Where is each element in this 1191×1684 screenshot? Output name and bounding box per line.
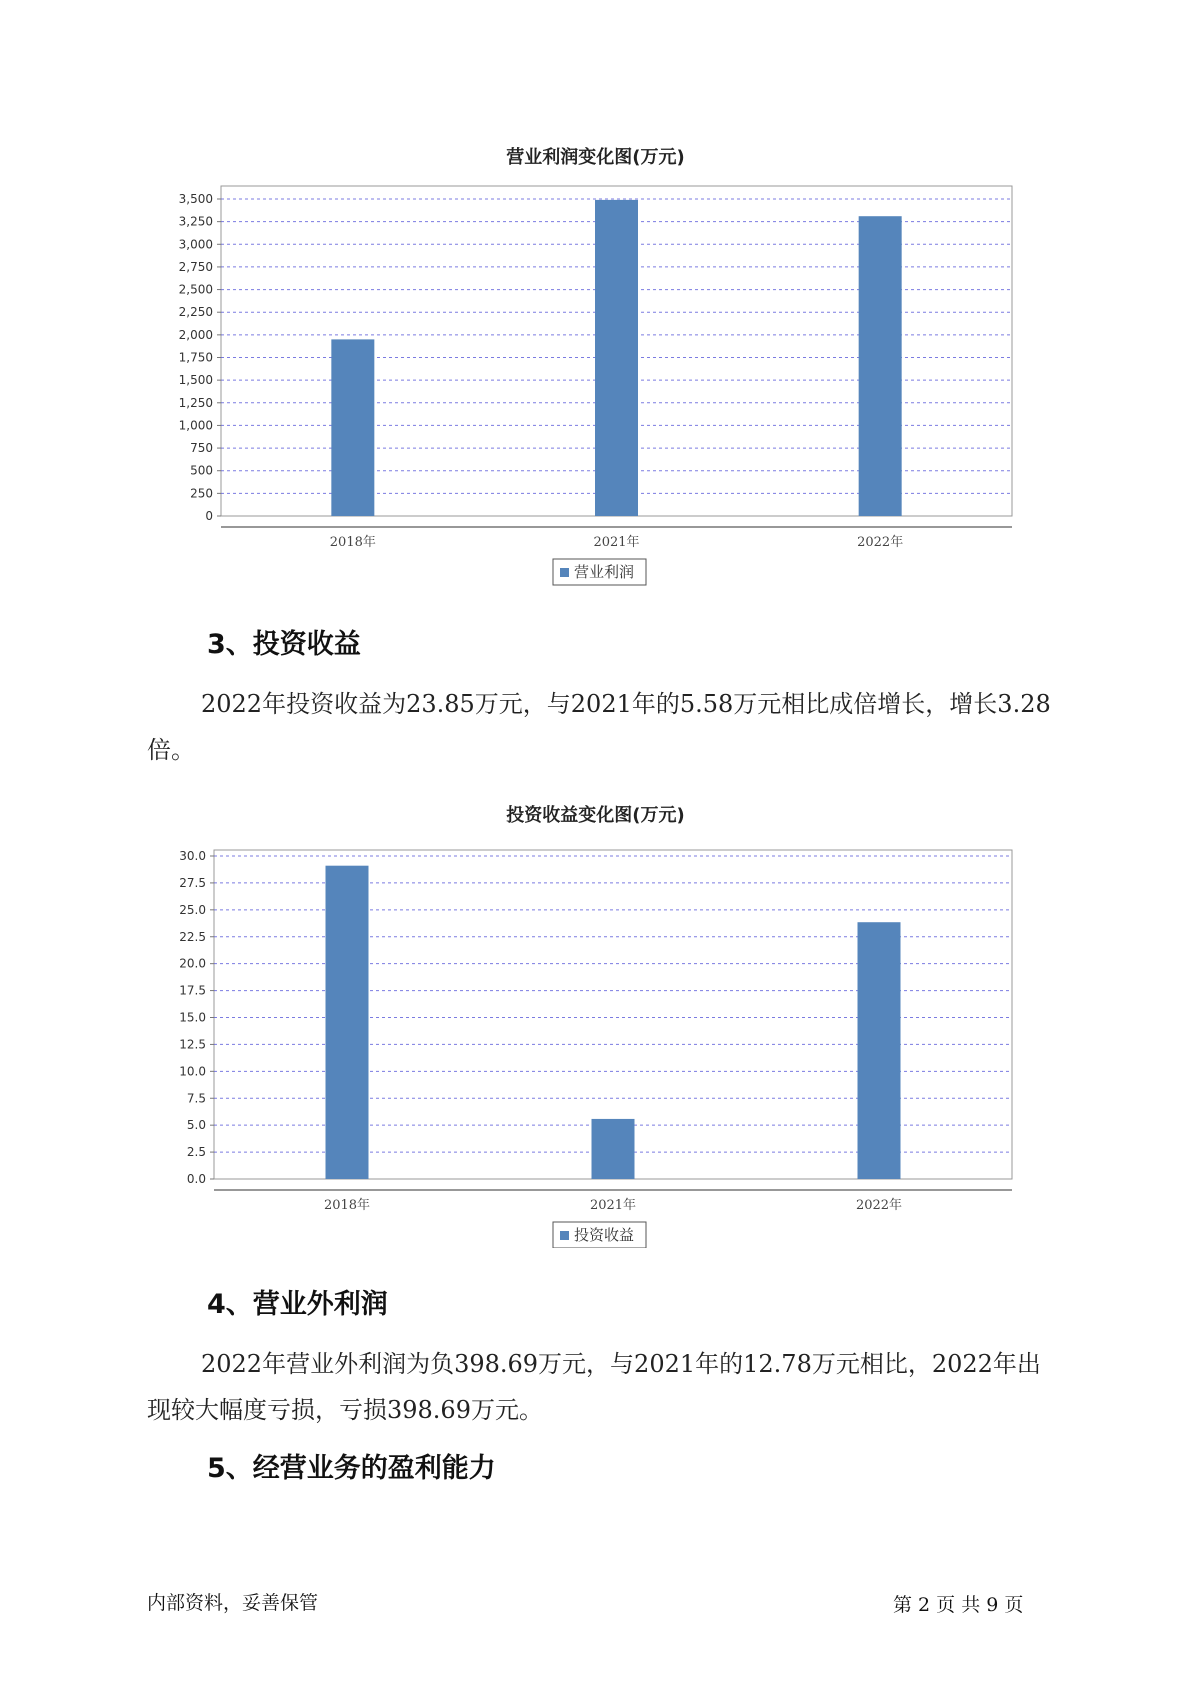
legend-label: 营业利润 [574,563,635,581]
legend-label: 投资收益 [574,1226,635,1244]
y-tick-label: 1,000 [178,418,213,433]
bar [592,1119,635,1179]
bar [858,922,901,1179]
y-tick-label: 30.0 [179,849,206,863]
legend [553,1222,646,1248]
legend [553,559,646,585]
y-tick-label: 3,000 [178,237,213,252]
bar [331,339,374,516]
x-tick-label: 2018年 [323,1198,371,1213]
bar [859,216,902,516]
bar [595,200,638,516]
operating-profit-chart [0,180,1191,590]
y-tick-label: 17.5 [179,983,206,998]
y-tick-label: 1,750 [178,350,213,365]
y-tick-label: 1,500 [178,373,213,388]
y-tick-label: 750 [190,441,213,456]
x-tick-label: 2018年 [329,535,376,550]
y-tick-label: 2.5 [186,1145,206,1160]
x-tick-label: 2021年 [593,535,640,550]
y-tick-label: 12.5 [179,1037,206,1052]
y-tick-label: 7.5 [186,1091,206,1106]
section-heading: 3、投资收益 [207,629,361,660]
footer-page-number: 第 2 页 共 9 页 [893,1594,1024,1616]
legend-swatch [560,1231,569,1240]
section-heading: 4、营业外利润 [207,1289,388,1320]
chart-title: 投资收益变化图(万元) [506,805,685,826]
x-tick-label: 2022年 [855,1198,903,1213]
y-tick-label: 27.5 [179,875,206,890]
y-tick-label: 2,250 [178,305,213,320]
paragraph: 2022年投资收益为23.85万元，与2021年的5.58万元相比成倍增长，增长3.28倍。 [147,690,1051,764]
bar [326,866,369,1179]
legend-swatch [560,568,569,577]
y-tick-label: 5.0 [186,1118,206,1133]
y-tick-label: 250 [190,486,213,501]
chart-title: 营业利润变化图(万元) [506,147,685,168]
y-tick-label: 500 [190,463,213,478]
section-heading: 5、经营业务的盈利能力 [207,1453,496,1484]
paragraph: 2022年营业外利润为负398.69万元，与2021年的12.78万元相比，2022年出现较大幅度亏损，亏损398.69万元。 [147,1350,1041,1424]
y-tick-label: 2,000 [178,327,213,342]
y-tick-label: 3,500 [178,192,213,206]
y-tick-label: 0.0 [186,1172,206,1186]
y-tick-label: 0 [205,509,213,523]
y-tick-label: 25.0 [179,902,206,917]
y-tick-label: 1,250 [178,395,213,410]
y-tick-label: 20.0 [179,956,206,971]
y-tick-label: 2,500 [178,282,213,297]
y-tick-label: 22.5 [179,929,206,944]
investment-income-chart [0,838,1191,1248]
y-tick-label: 3,250 [178,214,213,229]
y-tick-label: 10.0 [179,1064,206,1079]
y-tick-label: 15.0 [179,1010,206,1025]
x-tick-label: 2021年 [589,1198,637,1213]
x-tick-label: 2022年 [857,535,904,550]
y-tick-label: 2,750 [178,259,213,274]
footer-confidential-note: 内部资料，妥善保管 [147,1592,319,1614]
